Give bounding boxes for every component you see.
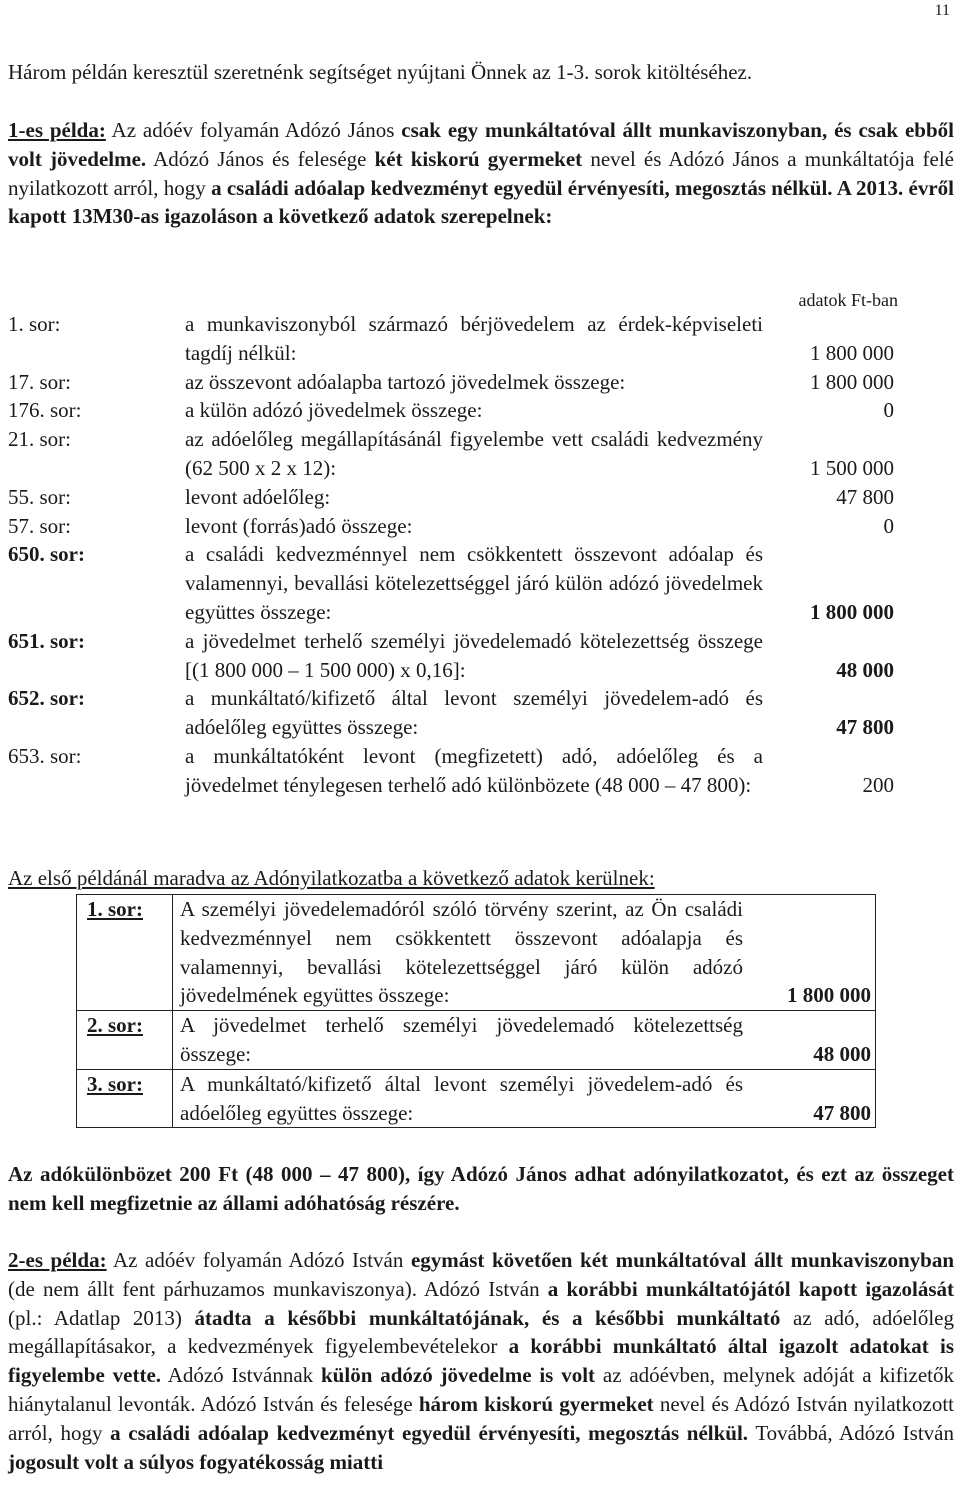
column-divider [172, 1011, 173, 1069]
example2-bold: egymást követően két munkáltatóval állt munkaviszonyban [410, 1248, 955, 1272]
row-value: 1 800 000 [810, 369, 894, 394]
row-value: 1 800 000 [810, 340, 894, 365]
row-label: 650. sor: [8, 542, 85, 567]
data-row [8, 310, 898, 368]
declaration-row-description: A személyi jövedelemadóról szóló törvény szerint, az Ön családi kedvezménnyel nem csökkentett összevont adóalapja és valamennyi, bevallási kötelezettséggel járó külön adózó jövedelmének együttes összege: [180, 897, 743, 1008]
row-value: 200 [862, 772, 894, 797]
row-value: 48 000 [836, 657, 894, 682]
example1-title: 1-es példa: [8, 118, 106, 142]
declaration-row-description: A jövedelmet terhelő személyi jövedelemadó kötelezettség összege: [180, 1013, 743, 1066]
example2-text: az adóévben, melynek adóját a kifizetők hiánytalanul levonták. Adózó István és felesége [8, 1363, 954, 1416]
declaration-table [76, 894, 876, 1128]
row-label: 1. sor: [8, 312, 61, 336]
row-value: 0 [883, 398, 894, 423]
unit-label: adatok Ft-ban [798, 290, 898, 310]
example1-text: Adózó János és felesége [146, 146, 375, 171]
declaration-row [77, 1010, 875, 1069]
declaration-row-label: 1. sor: [87, 897, 143, 921]
row-description: a munkáltatóként levont (megfizetett) adó, adóelőleg és a jövedelmet ténylegesen terhelő adó különbözete (48 000 – 47 800): [185, 743, 763, 797]
row-label: 55. sor: [8, 484, 71, 509]
row-description: a munkaviszonyból származó bérjövedelem az érdek-képviseleti tagdíj nélkül: [185, 312, 763, 365]
column-divider [172, 895, 173, 1010]
example2-bold: külön adózó jövedelme is volt [321, 1363, 596, 1388]
data-row [8, 512, 898, 541]
declaration-row-value: 47 800 [813, 1100, 871, 1125]
data-row [8, 396, 898, 425]
example2-text: Az adóév folyamán Adózó István [106, 1248, 411, 1272]
declaration-row-value: 48 000 [813, 1041, 871, 1066]
row-description: levont (forrás)adó összege: [185, 513, 413, 538]
data-row [8, 742, 898, 800]
example2-bold: átadta a későbbi munkáltatójának, és a későbbi munkáltató [194, 1305, 781, 1330]
row-description: a munkáltató/kifizető által levont személyi jövedelem-adó és adóelőleg együttes összege: [185, 686, 763, 740]
row-value: 1 500 000 [810, 455, 894, 480]
declaration-row-value: 1 800 000 [787, 983, 871, 1008]
example2-text: Adózó Istvánnak [161, 1363, 321, 1388]
column-divider [172, 1070, 173, 1128]
row-value: 47 800 [836, 715, 894, 740]
example1-bold: csak egy munkáltatóval állt munkaviszonyban, és csak ebből volt jövedelme. [8, 118, 954, 171]
example2-text: nevel és Adózó István nyilatkozott arról, hogy [8, 1391, 954, 1445]
example2-text: (pl.: Adatlap 2013) [8, 1305, 195, 1330]
row-label: 651. sor: [8, 628, 85, 653]
data-row [8, 483, 898, 512]
row-description: a családi kedvezménnyel nem csökkentett összevont adóalap és valamennyi, bevallási kötelezettséggel járó külön adózó jövedelmek együttes összege: [185, 542, 763, 624]
row-description: a külön adózó jövedelmek összege: [185, 398, 483, 423]
example2-paragraph [8, 1246, 954, 1476]
declaration-heading: Az első példánál maradva az Adónyilatkozatba a következő adatok kerülnek: [8, 866, 655, 890]
declaration-row-description: A munkáltató/kifizető által levont személyi jövedelem-adó és adóelőleg együttes összege: [180, 1071, 743, 1125]
example2-bold: a korábbi munkáltató által igazolt adatokat is figyelembe vette. [8, 1334, 955, 1388]
example2-text: Továbbá, Adózó István [748, 1420, 954, 1445]
example1-text: Az adóév folyamán Adózó János [105, 118, 402, 142]
row-value: 1 800 000 [810, 599, 894, 624]
row-description: az összevont adóalapba tartozó jövedelmek összege: [185, 369, 626, 394]
row-label: 653. sor: [8, 743, 82, 768]
example2-bold: a korábbi munkáltatójától kapott igazolását [547, 1276, 954, 1301]
row-label: 57. sor: [8, 513, 71, 538]
page-number: 11 [934, 2, 950, 19]
row-label: 17. sor: [8, 369, 71, 394]
example2-title: 2-es példa: [8, 1248, 107, 1272]
certificate-rows [8, 310, 898, 800]
row-value: 0 [883, 513, 894, 538]
row-description: a jövedelmet terhelő személyi jövedelemadó kötelezettség összege [(1 800 000 – 1 500 000) x 0,16]: [185, 628, 763, 682]
row-description: levont adóelőleg: [185, 484, 331, 509]
example1-bold: a családi adóalap kedvezményt egyedül érvényesíti, megosztás nélkül. A 2013. évről kapott 13M30-as igazoláson a következő adatok szerepelnek: [8, 175, 954, 229]
row-label: 21. sor: [8, 427, 71, 452]
example2-text: (de nem állt fent párhuzamos munkaviszonya). Adózó István [8, 1276, 548, 1301]
intro-paragraph: Három példán keresztül szeretnénk segítséget nyújtani Önnek az 1-3. sorok kitöltéséhez. [8, 60, 753, 84]
row-label: 176. sor: [8, 398, 82, 423]
conclusion-paragraph: Az adókülönbözet 200 Ft (48 000 – 47 800), így Adózó János adhat adónyilatkozatot, és ezt az összeget nem kell megfizetnie az állami adóhatóság részére. [8, 1162, 954, 1215]
row-label: 652. sor: [8, 686, 85, 711]
declaration-row [77, 1069, 875, 1128]
example2-bold: jogosult volt a súlyos fogyatékosság miatti [8, 1449, 384, 1474]
declaration-row-label: 2. sor: [87, 1013, 143, 1038]
data-row [8, 540, 898, 626]
data-row [8, 684, 898, 742]
row-value: 47 800 [836, 484, 894, 509]
example2-text: az adó, adóelőleg megállapításakor, a kedvezmények figyelembevételekor [8, 1305, 954, 1359]
example1-bold: két kiskorú gyermeket [374, 146, 583, 171]
data-row [8, 368, 898, 397]
row-description: az adóelőleg megállapításánál figyelembe vett családi kedvezmény (62 500 x 2 x 12): [185, 427, 763, 480]
example2-bold: három kiskorú gyermeket [418, 1391, 654, 1416]
data-row [8, 425, 898, 483]
example2-bold: a családi adóalap kedvezményt egyedül érvényesíti, megosztás nélkül. [110, 1420, 749, 1445]
example1-paragraph [8, 116, 954, 231]
declaration-row [77, 894, 875, 1010]
data-row [8, 627, 898, 685]
example1-text: nevel és Adózó János a munkáltatója felé nyilatkozott arról, hogy [8, 146, 954, 200]
declaration-row-label: 3. sor: [87, 1071, 143, 1096]
